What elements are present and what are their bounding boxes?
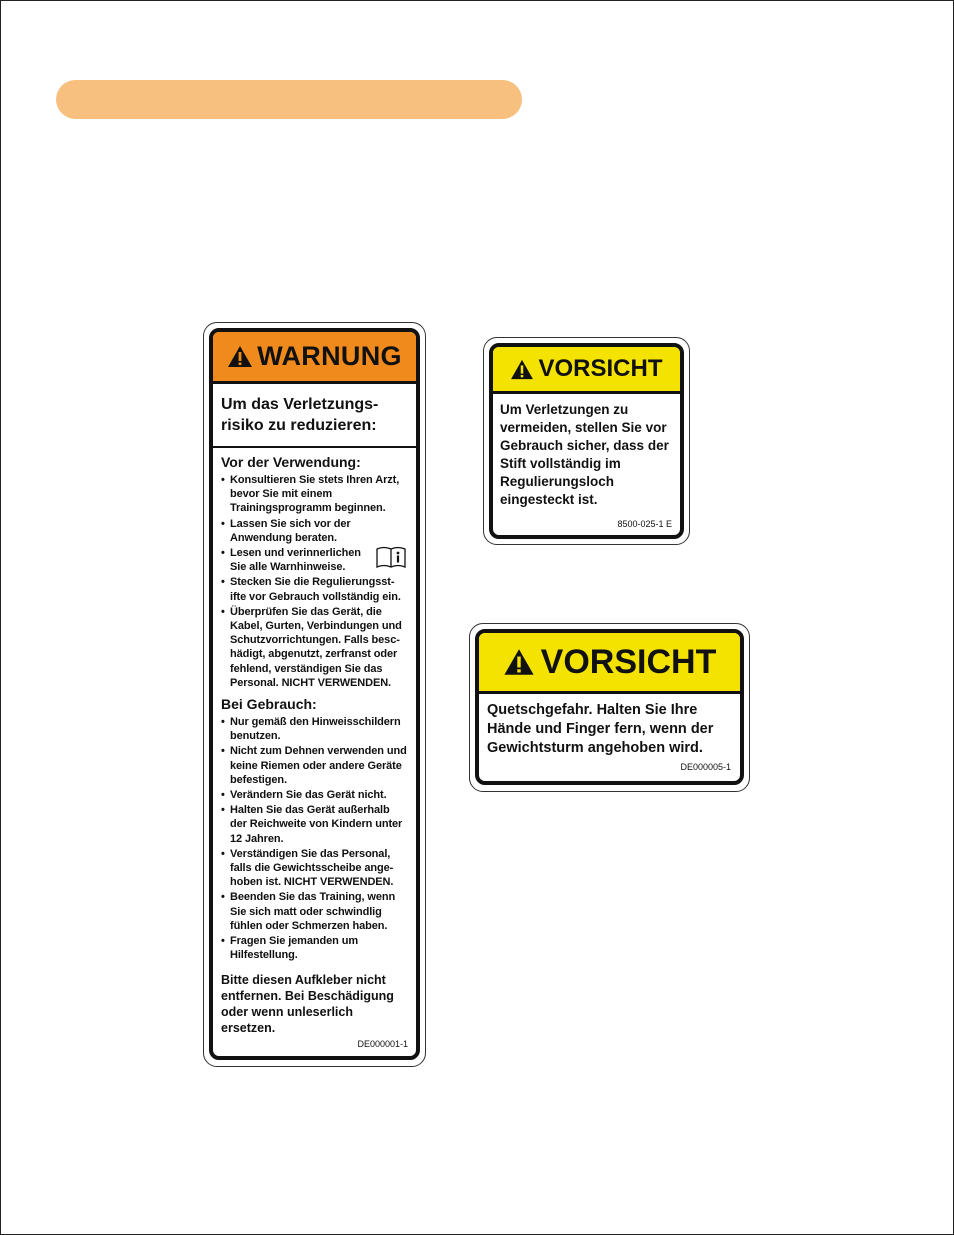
warning-triangle-icon <box>227 345 253 368</box>
during-use-list <box>221 715 408 962</box>
list-item: • Verständigen Sie das Personal, falls die Gewichtsscheibe ange-hoben ist. NICHT VERWENDEN. <box>221 847 408 890</box>
list-item: • Überprüfen Sie das Gerät, die Kabel, Gurten, Verbindungen und Schutzvorrichtungen. Falls besc-hädigt, abgenutzt, zerfranst oder fehlend, verständigen Sie das Personal. NICHT VERWENDEN. <box>221 605 408 690</box>
list-item: • Nur gemäß den Hinweisschildern benutzen. <box>221 715 408 743</box>
label-code: 8500-025-1 E <box>617 519 672 529</box>
list-item: • Konsultieren Sie stets Ihren Arzt, bevor Sie mit einem Trainingsprogramm beginnen. <box>221 473 408 516</box>
before-use-list <box>221 473 408 690</box>
label-code: DE000005-1 <box>680 762 731 772</box>
list-item: • Lassen Sie sich vor der Anwendung beraten. <box>221 517 408 545</box>
caution-banner-title: VORSICHT <box>538 355 663 382</box>
section-during-use: Bei Gebrauch: <box>221 696 317 713</box>
warning-footer: Bitte diesen Aufkleber nicht entfernen. Bei Beschädigung oder wenn unleserlich ersetzen. <box>221 972 394 1035</box>
warning-divider <box>213 446 416 448</box>
list-item: • Beenden Sie das Training, wenn Sie sich matt oder schwindlig fühlen oder Schmerzen haben. <box>221 890 408 933</box>
warning-triangle-icon <box>503 648 535 676</box>
warning-banner-title: WARNUNG <box>257 341 402 371</box>
section-header-bar <box>56 80 522 119</box>
warning-triangle-icon <box>510 359 534 380</box>
list-item: • Verändern Sie das Gerät nicht. <box>221 788 408 802</box>
list-item: • Stecken Sie die Regulierungsst-ifte vor Gebrauch vollständig ein. <box>221 575 408 603</box>
warning-heading: Um das Verletzungs-risiko zu reduzieren: <box>221 396 379 434</box>
caution-banner <box>479 633 740 694</box>
caution-text: Quetschgefahr. Halten Sie Ihre Hände und Finger fern, wenn der Gewichtsturm angehoben wird. <box>487 702 714 756</box>
caution-banner <box>493 347 680 394</box>
caution-label-2 <box>475 629 744 785</box>
caution-text: Um Verletzungen zu vermeiden, stellen Sie vor Gebrauch sicher, dass der Stift vollständig im Regulierungsloch eingesteckt ist. <box>500 402 669 507</box>
list-item-with-book <box>221 546 408 574</box>
caution-label-1 <box>489 343 684 539</box>
section-before-use: Vor der Verwendung: <box>221 454 361 470</box>
warning-banner <box>213 332 416 384</box>
list-item: • Fragen Sie jemanden um Hilfestellung. <box>221 934 408 962</box>
list-item: • Nicht zum Dehnen verwenden und keine Riemen oder andere Geräte befestigen. <box>221 744 408 787</box>
manual-book-icon <box>376 546 406 568</box>
warning-label <box>209 328 420 1060</box>
label-code: DE000001-1 <box>357 1039 408 1049</box>
list-item: • Halten Sie das Gerät außerhalb der Reichweite von Kindern unter 12 Jahren. <box>221 803 408 846</box>
list-item-text: • Lesen und verinnerlichen Sie alle Warnhinweise. <box>230 547 361 574</box>
caution-banner-title: VORSICHT <box>540 642 717 681</box>
